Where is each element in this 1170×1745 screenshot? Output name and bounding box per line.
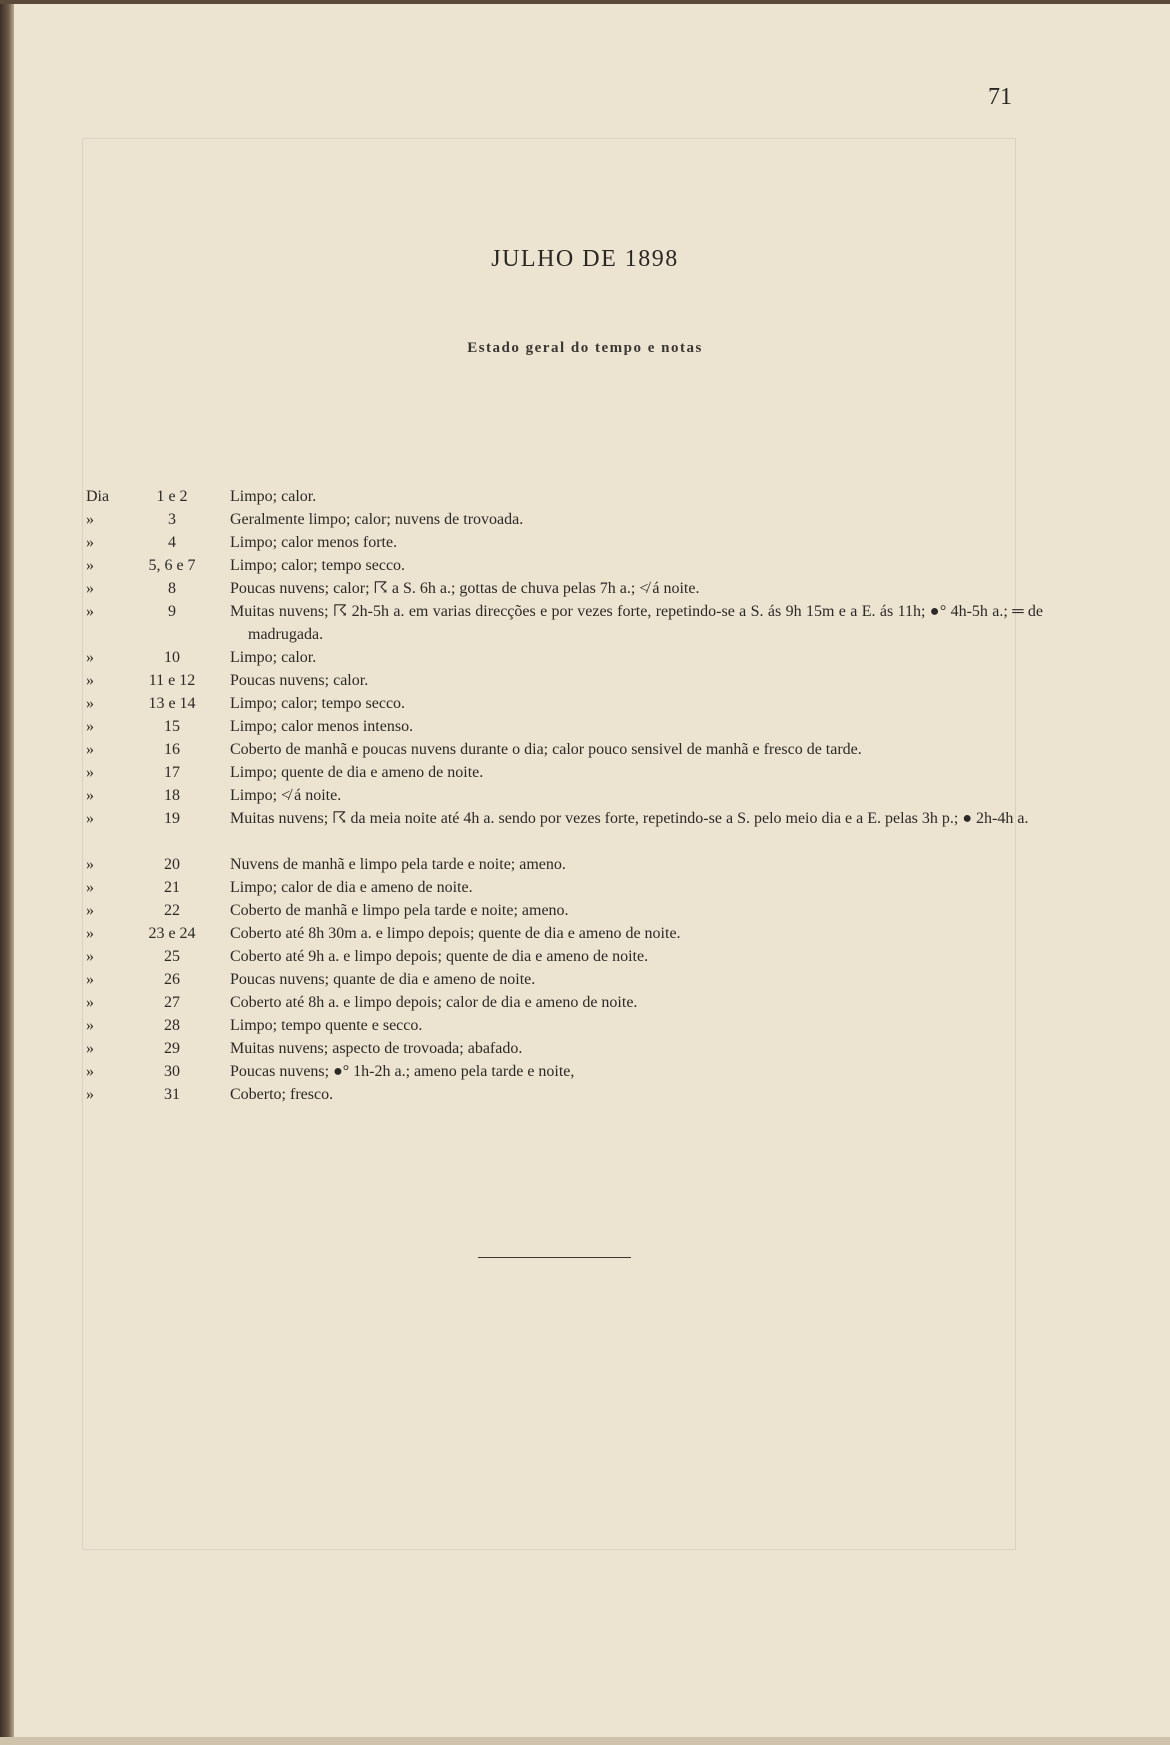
entry-day: 18 — [164, 787, 180, 804]
entry-day: 3 — [168, 511, 176, 528]
entry-day: 20 — [164, 856, 180, 873]
entry-note: Coberto de manhã e limpo pela tarde e noite; ameno. — [230, 902, 569, 919]
entry-day: 4 — [168, 534, 176, 551]
weather-entry — [0, 600, 1170, 646]
closing-rule — [478, 1257, 631, 1258]
weather-entry — [0, 899, 1170, 922]
weather-entry — [0, 991, 1170, 1014]
entry-lead: » — [86, 902, 94, 919]
entry-note: Coberto até 8h a. e limpo depois; calor de dia e ameno de noite. — [230, 994, 638, 1011]
entry-lead: » — [86, 856, 94, 873]
entry-lead: » — [86, 1017, 94, 1034]
weather-entry — [0, 922, 1170, 945]
entry-day: 1 e 2 — [156, 488, 188, 505]
entry-day: 9 — [168, 603, 176, 620]
entry-lead: » — [86, 994, 94, 1011]
entry-day: 11 e 12 — [148, 672, 196, 689]
entry-note: Limpo; ≮ á noite. — [230, 787, 342, 804]
entry-note: Limpo; calor; tempo secco. — [230, 557, 406, 574]
entry-day: 15 — [164, 718, 180, 735]
entry-note: Poucas nuvens; calor. — [230, 672, 369, 689]
entry-day: 30 — [164, 1063, 180, 1080]
page-number: 71 — [988, 84, 1012, 110]
weather-entry — [0, 531, 1170, 554]
entry-note: Geralmente limpo; calor; nuvens de trovoada. — [230, 511, 524, 528]
weather-entry — [0, 508, 1170, 531]
weather-entry — [0, 554, 1170, 577]
weather-entry — [0, 577, 1170, 600]
weather-entry — [0, 692, 1170, 715]
weather-entries-list — [0, 485, 1170, 1106]
weather-entry — [0, 945, 1170, 968]
entry-note: Limpo; calor. — [230, 488, 317, 505]
weather-entry — [0, 1014, 1170, 1037]
entry-lead: » — [86, 672, 94, 689]
entry-day: 19 — [164, 810, 180, 827]
weather-entry — [0, 1083, 1170, 1106]
entry-day: 23 e 24 — [148, 925, 196, 942]
entry-day: 27 — [164, 994, 180, 1011]
entry-note: Limpo; calor. — [230, 649, 317, 666]
entry-day: 26 — [164, 971, 180, 988]
weather-entry — [0, 761, 1170, 784]
entry-day: 28 — [164, 1017, 180, 1034]
entry-lead: » — [86, 1086, 94, 1103]
entry-lead: » — [86, 511, 94, 528]
entry-lead: » — [86, 534, 94, 551]
entry-note: Coberto até 8h 30m a. e limpo depois; quente de dia e ameno de noite. — [230, 925, 681, 942]
weather-entry — [0, 853, 1170, 876]
weather-entry — [0, 784, 1170, 807]
entry-day: 29 — [164, 1040, 180, 1057]
entry-note: Coberto; fresco. — [230, 1086, 334, 1103]
entry-note: Limpo; calor menos forte. — [230, 534, 398, 551]
entry-day: 8 — [168, 580, 176, 597]
weather-entry — [0, 968, 1170, 991]
entry-day: 25 — [164, 948, 180, 965]
entry-note: Limpo; quente de dia e ameno de noite. — [230, 764, 484, 781]
entry-note: Limpo; calor; tempo secco. — [230, 695, 406, 712]
entry-day: 5, 6 e 7 — [148, 557, 196, 574]
entry-lead: » — [86, 764, 94, 781]
entry-day: 17 — [164, 764, 180, 781]
entry-note: Poucas nuvens; ●° 1h-2h a.; ameno pela tarde e noite, — [230, 1063, 575, 1080]
entry-note: Muitas nuvens; ☈ 2h-5h a. em varias direcções e por vezes forte, repetindo-se a S. ás 9h 15m e a E. ás 11h; ●° 4h-5h a.; ═ de madrugada. — [230, 603, 1043, 643]
weather-entry — [0, 876, 1170, 899]
entry-lead: » — [86, 948, 94, 965]
entry-day: 21 — [164, 879, 180, 896]
weather-entry — [0, 738, 1170, 761]
entry-lead: » — [86, 810, 94, 827]
entry-note: Poucas nuvens; quante de dia e ameno de noite. — [230, 971, 536, 988]
weather-entry — [0, 715, 1170, 738]
entry-day: 13 e 14 — [148, 695, 196, 712]
page-top-edge — [0, 0, 1170, 4]
entry-day: 16 — [164, 741, 180, 758]
weather-entry — [0, 807, 1170, 853]
entry-note: Muitas nuvens; aspecto de trovoada; abafado. — [230, 1040, 523, 1057]
entry-lead: » — [86, 741, 94, 758]
entry-lead: » — [86, 879, 94, 896]
page-bottom-edge — [0, 1737, 1170, 1745]
entry-lead: » — [86, 580, 94, 597]
entry-lead: » — [86, 925, 94, 942]
weather-entry — [0, 646, 1170, 669]
entry-note: Muitas nuvens; ☈ da meia noite até 4h a. sendo por vezes forte, repetindo-se a S. pelo meio dia e a E. pelas 3h p.; ● 2h-4h a. — [230, 810, 1029, 827]
entry-note: Limpo; calor menos intenso. — [230, 718, 414, 735]
section-subtitle: Estado geral do tempo e notas — [467, 340, 703, 356]
weather-entry — [0, 669, 1170, 692]
entry-day: 22 — [164, 902, 180, 919]
page-title: JULHO DE 1898 — [491, 246, 679, 272]
entry-note: Limpo; tempo quente e secco. — [230, 1017, 423, 1034]
entry-lead: » — [86, 649, 94, 666]
entry-lead: » — [86, 603, 94, 620]
entry-lead: » — [86, 695, 94, 712]
entry-lead: » — [86, 718, 94, 735]
entry-lead: » — [86, 1063, 94, 1080]
entry-lead: Dia — [86, 488, 110, 505]
entry-day: 10 — [164, 649, 180, 666]
weather-entry — [0, 1060, 1170, 1083]
entry-lead: » — [86, 971, 94, 988]
entry-note: Poucas nuvens; calor; ☈ a S. 6h a.; gottas de chuva pelas 7h a.; ≮ á noite. — [230, 580, 700, 597]
entry-lead: » — [86, 1040, 94, 1057]
entry-note: Limpo; calor de dia e ameno de noite. — [230, 879, 473, 896]
weather-entry — [0, 1037, 1170, 1060]
entry-note: Nuvens de manhã e limpo pela tarde e noite; ameno. — [230, 856, 566, 873]
entry-note: Coberto até 9h a. e limpo depois; quente de dia e ameno de noite. — [230, 948, 649, 965]
entry-lead: » — [86, 787, 94, 804]
entry-lead: » — [86, 557, 94, 574]
entry-day: 31 — [164, 1086, 180, 1103]
weather-entry — [0, 485, 1170, 508]
entry-note: Coberto de manhã e poucas nuvens durante o dia; calor pouco sensivel de manhã e fresco de tarde. — [230, 741, 862, 758]
